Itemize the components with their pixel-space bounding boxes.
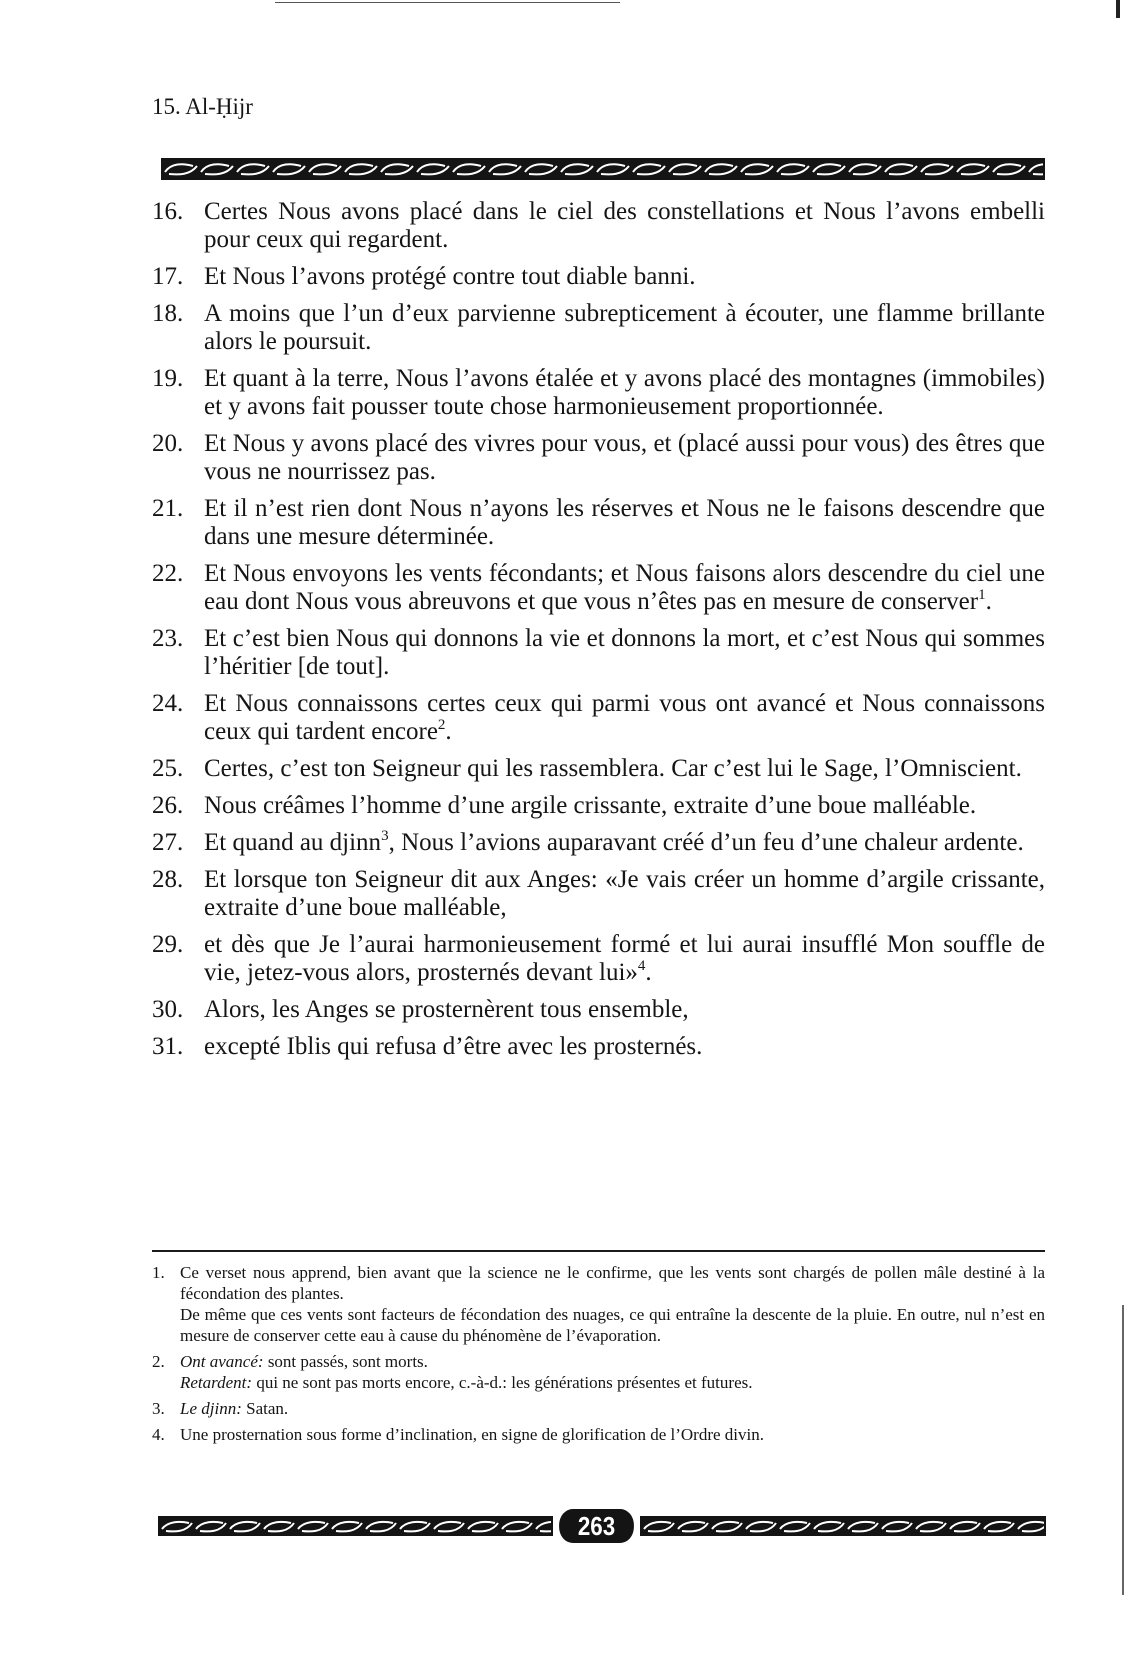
verse-text-tail: . — [645, 959, 652, 986]
verse-number: 30. — [152, 996, 184, 1023]
verse-item — [152, 931, 1045, 987]
footnote-list — [152, 1262, 1045, 1450]
verse-number: 24. — [152, 690, 184, 717]
footnote-number: 3. — [152, 1399, 165, 1418]
footnote-body — [180, 1398, 1045, 1419]
footnote-item — [152, 1351, 1045, 1393]
verse-number: 26. — [152, 792, 184, 819]
corner-scan-mark — [1116, 0, 1120, 18]
verse-text-main: Et Nous envoyons les vents fécondants; et Nous faisons alors descendre du ciel une eau dont Nous vous abreuvons et que vous n’êtes pas en mesure de conserver — [204, 560, 1045, 615]
footnote-paragraph: De même que ces vents sont facteurs de fécondation des nuages, ce qui entraîne la descente de la pluie. En outre, nul n’est en mesure de conserver cette eau à cause du phénomène de l’évaporation. — [180, 1305, 1045, 1345]
verse-text: Et Nous l’avons protégé contre tout diable banni. — [204, 263, 696, 290]
footnote-ref: 2 — [437, 717, 446, 733]
footnote-number: 4. — [152, 1425, 165, 1444]
verse-item — [152, 625, 1045, 681]
verse-text-main: et dès que Je l’aurai harmonieusement formé et lui aurai insufflé Mon souffle de vie, jetez-vous alors, prosternés devant lui» — [204, 931, 1045, 986]
verse-number: 17. — [152, 263, 184, 290]
verse-item — [152, 1033, 1045, 1061]
right-scan-line — [1122, 1305, 1124, 1595]
verse-text: Et il n’est rien dont Nous n’ayons les réserves et Nous ne le faisons descendre que dans une mesure déterminée. — [204, 495, 1045, 550]
verse-number: 20. — [152, 430, 184, 457]
footnote-term: Ont avancé: — [180, 1352, 264, 1371]
verse-number: 19. — [152, 365, 184, 392]
footnote-term: Retardent: — [180, 1373, 253, 1392]
verse-text: A moins que l’un d’eux parvienne subrepticement à écouter, une flamme brillante alors le poursuit. — [204, 300, 1045, 355]
top-scan-rule — [275, 2, 620, 3]
footnote-definition: qui ne sont pas morts encore, c.-à-d.: les générations présentes et futures. — [252, 1373, 753, 1392]
verse-item — [152, 300, 1045, 356]
verse-text — [204, 560, 1045, 616]
verse-text-main: Et quand au djinn — [204, 829, 382, 856]
footnote-paragraph — [180, 1398, 1045, 1419]
verse-text: Et lorsque ton Seigneur dit aux Anges: «Je vais créer un homme d’argile crissante, extraite d’une boue malléable, — [204, 866, 1045, 921]
footnote-term: Le djinn: — [180, 1399, 242, 1418]
verse-number: 29. — [152, 931, 184, 958]
verse-item — [152, 365, 1045, 421]
verse-item — [152, 560, 1045, 616]
verse-item — [152, 996, 1045, 1024]
verse-text: excepté Iblis qui refusa d’être avec les prosternés. — [204, 1033, 703, 1060]
verse-number: 28. — [152, 866, 184, 893]
verse-text-main: Et Nous connaissons certes ceux qui parmi vous ont avancé et Nous connaissons ceux qui tardent encore — [204, 690, 1045, 745]
surah-title: 15. Al-Ḥijr — [152, 94, 253, 119]
verse-number: 21. — [152, 495, 184, 522]
verse-number: 31. — [152, 1033, 184, 1060]
footnote-definition: Satan. — [241, 1399, 289, 1418]
verse-item — [152, 430, 1045, 486]
verse-text: Alors, les Anges se prosternèrent tous ensemble, — [204, 996, 689, 1023]
top-ornament-band — [161, 158, 1045, 180]
footnote-ref: 3 — [381, 828, 389, 844]
verse-number: 25. — [152, 755, 184, 782]
footnote-body — [180, 1351, 1045, 1393]
verse-number: 22. — [152, 560, 184, 587]
verse-item — [152, 829, 1045, 857]
verse-text-tail: . — [985, 588, 992, 615]
bottom-left-ornament-band — [158, 1516, 553, 1536]
verse-text: Et Nous y avons placé des vivres pour vous, et (placé aussi pour vous) des êtres que vous ne nourrissez pas. — [204, 430, 1045, 485]
footnote-item — [152, 1262, 1045, 1346]
verse-number: 18. — [152, 300, 184, 327]
verse-item — [152, 755, 1045, 783]
footnote-body — [180, 1262, 1045, 1346]
verse-text — [204, 690, 1045, 746]
verse-text-tail: , Nous l’avions auparavant créé d’un feu d’une chaleur ardente. — [388, 829, 1024, 856]
footnote-divider — [152, 1250, 1045, 1252]
verse-item — [152, 263, 1045, 291]
footnote-paragraph: Ce verset nous apprend, bien avant que la science ne le confirme, que les vents sont chargés de pollen mâle destiné à la fécondation des plantes. — [180, 1263, 1045, 1303]
page-number: 263 — [559, 1509, 634, 1543]
footnote-paragraph — [180, 1372, 1045, 1393]
verse-text — [204, 931, 1045, 987]
footnote-item — [152, 1398, 1045, 1419]
footnote-item — [152, 1424, 1045, 1445]
footnote-ref: 4 — [637, 958, 646, 974]
verse-text: Certes Nous avons placé dans le ciel des constellations et Nous l’avons embelli pour ceux qui regardent. — [204, 198, 1045, 253]
verse-item — [152, 866, 1045, 922]
footnote-ref: 1 — [978, 587, 986, 603]
verse-item — [152, 495, 1045, 551]
footnote-number: 2. — [152, 1352, 165, 1371]
verse-number: 16. — [152, 198, 184, 225]
footnote-paragraph: Une prosternation sous forme d’inclination, en signe de glorification de l’Ordre divin. — [180, 1425, 764, 1444]
footnote-number: 1. — [152, 1263, 165, 1282]
verse-number: 23. — [152, 625, 184, 652]
verse-number: 27. — [152, 829, 184, 856]
verse-text — [204, 829, 1045, 857]
verse-text: Et quant à la terre, Nous l’avons étalée et y avons placé des montagnes (immobiles) et y avons fait pousser toute chose harmonieusement proportionnée. — [204, 365, 1045, 420]
footnote-paragraph — [180, 1351, 1045, 1372]
verse-text-tail: . — [445, 718, 452, 745]
verse-text: Et c’est bien Nous qui donnons la vie et donnons la mort, et c’est Nous qui sommes l’héritier [de tout]. — [204, 625, 1045, 680]
verse-text: Certes, c’est ton Seigneur qui les rassemblera. Car c’est lui le Sage, l’Omniscient. — [204, 755, 1022, 782]
verse-item — [152, 690, 1045, 746]
verse-text: Nous créâmes l’homme d’une argile crissante, extraite d’une boue malléable. — [204, 792, 977, 819]
verse-list — [152, 198, 1045, 1070]
verse-item — [152, 198, 1045, 254]
verse-item — [152, 792, 1045, 820]
footnote-body — [180, 1424, 1045, 1445]
footnote-definition: sont passés, sont morts. — [263, 1352, 428, 1371]
bottom-right-ornament-band — [640, 1516, 1046, 1536]
